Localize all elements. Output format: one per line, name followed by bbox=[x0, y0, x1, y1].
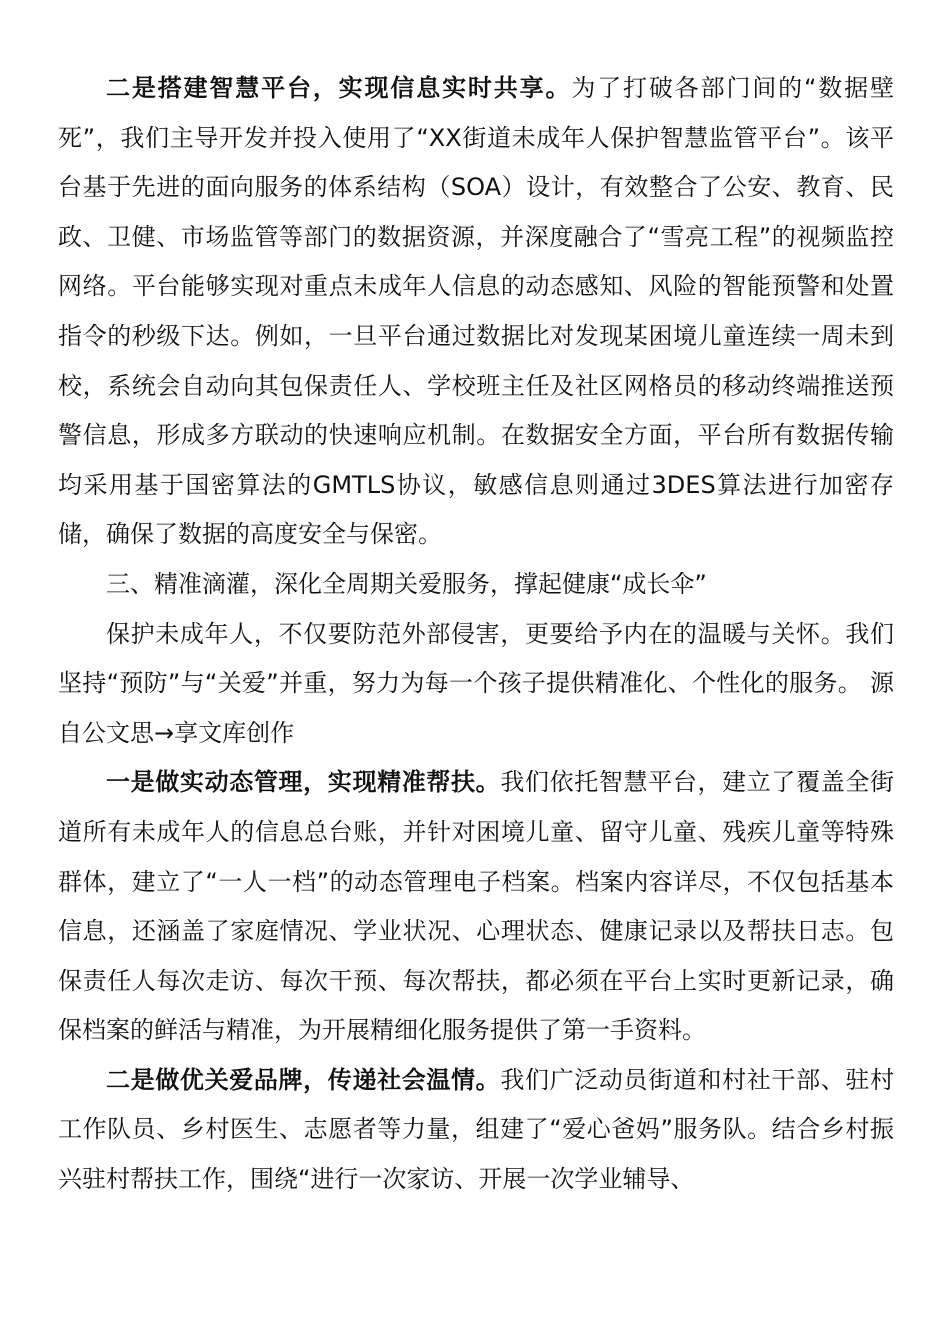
paragraph-text: 保护未成年人，不仅要防范外部侵害，更要给予内在的温暖与关怀。我们坚持“预防”与“关爱”并重，努力为每一个孩子提供精准化、个性化的服务。 源自公文思→享文库创作 bbox=[58, 619, 894, 747]
paragraph-text: 为了打破各部门间的“数据壁死”，我们主导开发并投入使用了“XX街道未成年人保护智慧监管平台”。该平台基于先进的面向服务的体系结构（SOA）设计，有效整合了公安、教育、民政、卫健、市场监管等部门的数据资源，并深度融合了“雪亮工程”的视频监控网络。平台能够实现对重点未成年人信息的动态感知、风险的智能预警和处置指令的秒级下达。例如，一旦平台通过数据比对发现某困境儿童连续一周未到校，系统会自动向其包保责任人、学校班主任及社区网格员的移动终端推送预警信息，形成多方联动的快速响应机制。在数据安全方面，平台所有数据传输均采用基于国密算法的GMTLS协议，敏感信息则通过3DES算法进行加密存储，确保了数据的高度安全与保密。 bbox=[58, 74, 895, 549]
paragraph-protection-intro bbox=[58, 610, 894, 759]
paragraph-care-brand bbox=[58, 1056, 894, 1205]
paragraph-text: 我们广泛动员街道和村社干部、驻村工作队员、乡村医生、志愿者等力量，组建了“爱心爸妈”服务队。结合乡村振兴驻村帮扶工作，围绕“进行一次家访、开展一次学业辅导、 bbox=[58, 1065, 895, 1194]
section-heading-precise-care bbox=[58, 560, 894, 610]
paragraph-lead: 二是做优关爱品牌，传递社会温情。 bbox=[106, 1065, 501, 1094]
paragraph-lead: 一是做实动态管理，实现精准帮扶。 bbox=[106, 768, 501, 797]
paragraph-lead: 二是搭建智慧平台，实现信息实时共享。 bbox=[106, 74, 572, 102]
section-heading-text: 三、精准滴灌，深化全周期关爱服务，撑起健康“成长伞” bbox=[106, 569, 707, 598]
document-body bbox=[58, 64, 894, 1205]
paragraph-smart-platform bbox=[58, 64, 894, 560]
paragraph-text: 我们依托智慧平台，建立了覆盖全街道所有未成年人的信息总台账，并针对困境儿童、留守儿童、残疾儿童等特殊群体，建立了“一人一档”的动态管理电子档案。档案内容详尽，不仅包括基本信息，还涵盖了家庭情况、学业状况、心理状态、健康记录以及帮扶日志。包保责任人每次走访、每次干预、每次帮扶，都必须在平台上实时更新记录，确保档案的鲜活与精准，为开展精细化服务提供了第一手资料。 bbox=[58, 768, 895, 1045]
paragraph-dynamic-management bbox=[58, 758, 894, 1056]
